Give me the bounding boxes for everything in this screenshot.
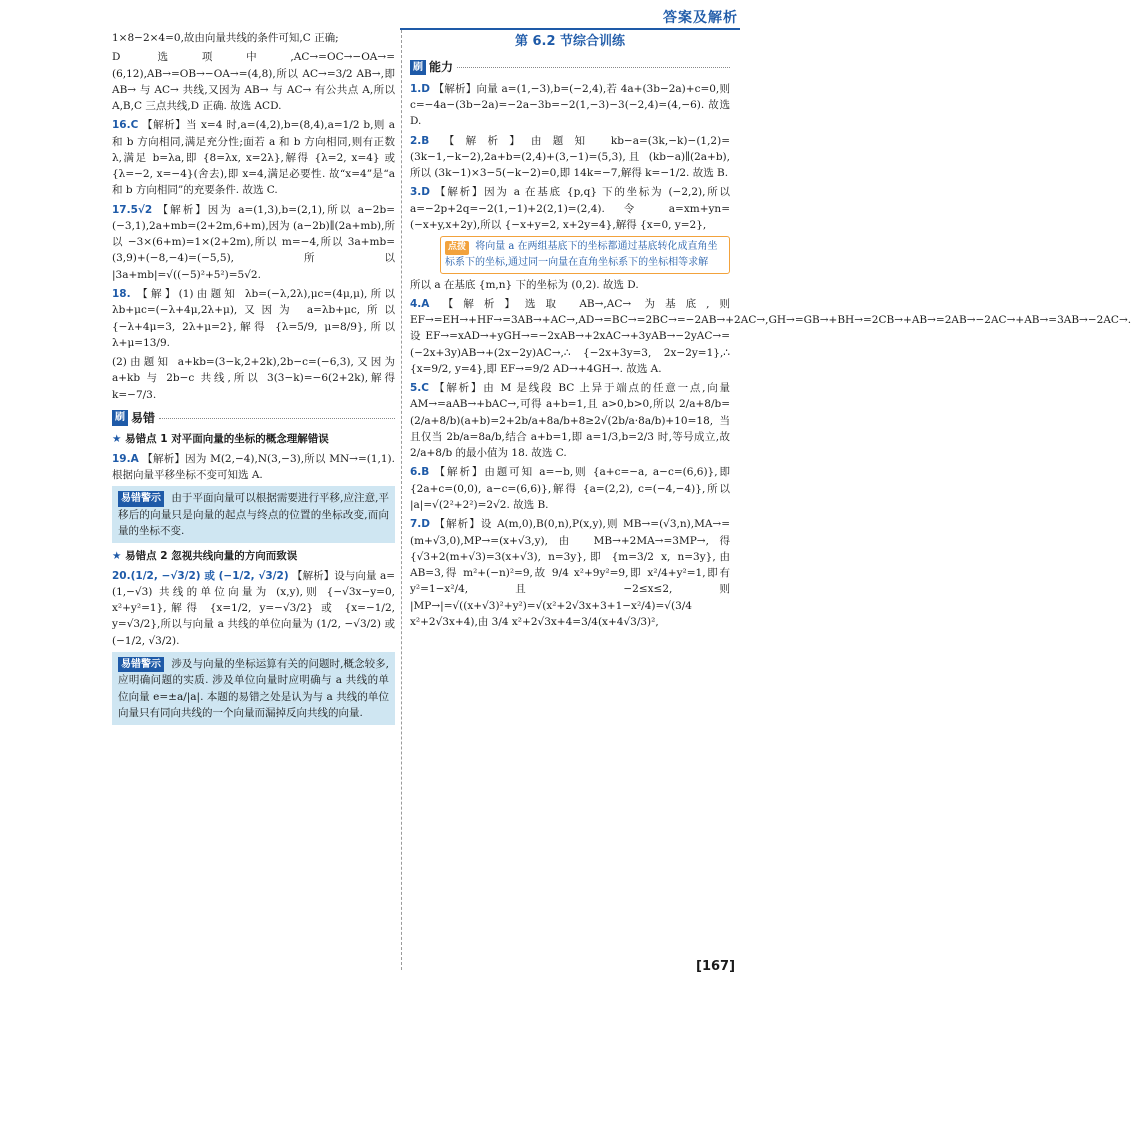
- column-divider: [401, 30, 402, 970]
- item-number: 3.: [410, 186, 422, 199]
- dotted-rule: [457, 67, 730, 68]
- item-text: 【解析】设与向量 a=(1,−√3) 共线的单位向量为 (x,y),则 {−√3x−y=0, x²+y²=1},解得 {x=1/2, y=−√3/2} 或 {x=−1/2, y=√3/2},所以与向量 a 共线的单位向量为 (1/2, −√3/2) 或 (−1/2, √3/2).: [112, 569, 395, 647]
- item-number: 6.: [410, 466, 422, 479]
- hint-note: [440, 236, 730, 273]
- item-answer: C: [130, 119, 139, 132]
- warning-text: 涉及与向量的坐标运算有关的问题时,概念较多,应明确问题的实质. 涉及单位向量时应明确与 a 共线的单位向量 e=±a/|a|. 本题的易错之处是认为与 a 共线的单位向量只有同向共线的一个向量而漏掉反向共线的向量.: [118, 657, 389, 719]
- item-answer: A: [421, 297, 430, 310]
- paragraph: 1×8−2×4=0,故由向量共线的条件可知,C 正确;: [112, 32, 339, 44]
- paragraph: D 选项中,AC→=OC→−OA→=(6,12),AB→=OB→−OA→=(4,8),所以 AC→=3/2 AB→,即 AB→ 与 AC→ 共线,又因为 AB→ 与 AC→ 有公共点 A,所以 A,B,C 三点共线,D 正确. 故选 ACD.: [112, 51, 395, 113]
- item-number: 20.: [112, 569, 131, 582]
- item-number: 7.: [410, 518, 422, 531]
- solution-18-part2: (2)由题知 a+kb=(3−k,2+2k),2b−c=(−6,3),又因为 a+kb 与 2b−c 共线,所以 3(3−k)=−6(2+2k),解得 k=−7/3.: [112, 356, 395, 401]
- solution-5: [410, 380, 730, 461]
- page-number-bracket: ]: [729, 959, 736, 974]
- item-text: 【解析】因为 a 在基底 {p,q} 下的坐标为 (−2,2),所以 a=−2p+2q=−2(1,−1)+2(2,1)=(2,4). 令 a=xm+yn=(−x+y,x+2y),所以 {−x+y=2, x+2y=4},解得 {x=0, y=2},: [410, 186, 730, 231]
- item-number: 2.: [410, 134, 422, 147]
- item-text: 【解析】由题知 kb−a=(3k,−k)−(1,2)=(3k−1,−k−2),2a+b=(2,4)+(3,−1)=(5,3),且 (kb−a)∥(2a+b),所以 (3k−1)×3−5(−k−2)=0,即 14k=−7,解得 k=−1/2. 故选 B.: [410, 134, 731, 180]
- solution-2: [410, 133, 730, 182]
- dotted-rule: [159, 418, 395, 419]
- item-answer: D: [421, 518, 431, 531]
- item-number: 1.: [410, 82, 422, 95]
- chapter-title: 第 6.2 节综合训练: [514, 34, 626, 49]
- item-answer: (1/2, −√3/2) 或 (−1/2, √3/2): [130, 569, 289, 582]
- solution-3: [410, 184, 730, 233]
- item-number: 16.: [112, 119, 131, 132]
- item-answer: B: [421, 134, 430, 147]
- item-number: 18.: [112, 287, 131, 300]
- solution-7: [410, 516, 730, 630]
- solution-17: [112, 202, 395, 283]
- hint-tag: 点拨: [445, 241, 469, 255]
- error-point-1-heading: [112, 431, 395, 447]
- error-point-title: 易错点 1 对平面向量的坐标的概念理解错误: [125, 433, 329, 446]
- item-answer: C: [421, 382, 430, 395]
- warning-box: [112, 652, 395, 725]
- item-number: 4.: [410, 297, 422, 310]
- solution-3-tail: 所以 a 在基底 {m,n} 下的坐标为 (0,2). 故选 D.: [410, 278, 639, 291]
- solution-19: [112, 451, 395, 484]
- page-number-value: 167: [701, 959, 730, 974]
- item-answer: A: [130, 452, 139, 465]
- item-number: 5.: [410, 382, 422, 395]
- item-text: 【解】(1)由题知 λb=(−λ,2λ),μc=(4μ,μ),所以 λb+μc=(−λ+4μ,2λ+μ),又因为 a=λb+μc,所以 {−λ+4μ=3, 2λ+μ=2},解得 {λ=5/9, μ=8/9},所以 λ+μ=13/9.: [112, 287, 395, 349]
- solution-6: [410, 464, 730, 513]
- item-number: 17.: [112, 203, 131, 216]
- item-answer: B: [421, 466, 430, 479]
- solution-16: [112, 117, 395, 198]
- left-column: [112, 30, 395, 1030]
- star-icon: ★: [112, 433, 122, 446]
- solution-4: [410, 296, 1131, 377]
- section-badge: 刷: [410, 60, 426, 76]
- item-answer: D: [421, 82, 431, 95]
- error-point-2-heading: [112, 548, 395, 564]
- item-text: 【解析】向量 a=(1,−3),b=(−2,4),若 4a+(3b−2a)+c=0,则 c=−4a−(3b−2a)=−2a−3b=−2(1,−3)−3(−2,4)=(4,−6). 故选 D.: [410, 82, 731, 128]
- error-point-title: 易错点 2 忽视共线向量的方向而致误: [125, 550, 298, 563]
- warning-tag: 易错警示: [118, 491, 164, 507]
- section-label: 易错: [131, 410, 156, 425]
- item-answer: 5√2: [130, 203, 153, 216]
- item-number: 19.: [112, 452, 131, 465]
- hint-text: 将向量 a 在两组基底下的坐标都通过基底转化成直角坐标系下的坐标,通过同一向量在直角坐标系下的坐标相等求解: [445, 241, 718, 269]
- section-label: 能力: [429, 60, 454, 75]
- item-text: 【解析】当 x=4 时,a=(4,2),b=(8,4),a=1/2 b,则 a 和 b 方向相同,满足充分性;面若 a 和 b 方向相同,则有正数 λ,满足 b=λa,即 {8=λx, x=2λ},解得 {λ=2, x=4} 或 {λ=−2, x=−4}(舍去),即 x=4,满足必要性. 故“x=4”是“a 和 b 方向相同”的充要条件. 故选 C.: [112, 119, 395, 197]
- warning-text: 由于平面向量可以根据需要进行平移,应注意,平移后的向量只是向量的起点与终点的位置的坐标改变,而向量的坐标不变.: [118, 492, 389, 537]
- section-easy-error: [112, 409, 395, 428]
- item-text: 【解析】因为 M(2,−4),N(3,−3),所以 MN→=(1,1). 根据向量平移坐标不变可知选 A.: [112, 452, 395, 481]
- solution-18: [112, 286, 395, 351]
- section-ability: [410, 58, 730, 77]
- right-column: [410, 30, 1131, 1030]
- item-text: 【解析】由题可知 a=−b,则 {a+c=−a, a−c=(6,6)},即 {2a+c=(0,0), a−c=(6,6)},解得 {a=(2,2), c=(−4,−4)},所以 |a|=√(2²+2²)=2√2. 故选 B.: [410, 466, 731, 512]
- item-text: 【解析】选取 AB→,AC→ 为基底,则 EF→=EH→+HF→=3AB→+AC→,AD→=BC→=2BC→=−2AB→+2AC→,GH→=GB→+BH→=2CB→+AB→=2AB→−2AC→+AB→=3AB→−2AC→. 设 EF→=xAD→+yGH→=−2xAB→+2xAC→+3yAB→−2yAC→=(−2x+3y)AB→+(2x−2y)AC→,∴ {−2x+3y=3, 2x−2y=1},∴ {x=9/2, y=4},即 EF→=9/2 AD→+4GH→. 故选 A.: [410, 297, 1131, 375]
- page-number: [696, 957, 735, 977]
- solution-20: [112, 568, 395, 649]
- solution-1: [410, 81, 730, 130]
- section-badge: 刷: [112, 410, 128, 426]
- item-text: 【解析】因为 a=(1,3),b=(2,1),所以 a−2b=(−3,1),2a+mb=(2+2m,6+m),因为 (a−2b)∥(2a+mb),所以 −3×(6+m)=1×(2+2m),所以 m=−4,所以 3a+mb=(3,9)+(−8,−4)=(−5,5),所以 |3a+mb|=√((−5)²+5²)=5√2.: [112, 203, 396, 281]
- item-text: 【解析】设 A(m,0),B(0,n),P(x,y),则 MB→=(√3,n),MA→=(m+√3,0),MP→=(x+√3,y),由 MB→+2MA→=3MP→,得 {√3+2(m+√3)=3(x+√3), n=3y},即 {m=3/2 x, n=3y},由 AB=3,得 m²+(−n)²=9,故 9/4 x²+9y²=9,即 x²/4+y²=1,即有 y²=1−x²/4,且 −2≤x≤2,则 |MP→|=√((x+√3)²+y²)=√(x²+2√3x+3+1−x²/4)=√(3/4 x²+2√3x+4),由 3/4 x²+2√3x+4=3/4(x+4√3/3)²,: [410, 518, 730, 628]
- warning-box: [112, 486, 395, 543]
- header-title: 答案及解析: [663, 10, 738, 26]
- page-number-bracket: [: [696, 959, 702, 974]
- warning-tag: 易错警示: [118, 657, 164, 673]
- item-answer: D: [421, 186, 431, 199]
- star-icon: ★: [112, 550, 122, 563]
- item-text: 【解析】由 M 是线段 BC 上异于端点的任意一点,向量 AM→=aAB→+bAC→,可得 a+b=1,且 a>0,b>0,所以 2/a+8/b=(2/a+8/b)(a+b)=2+2b/a+8a/b+8≥2√(2b/a·8a/b)+10=18,当且仅当 2b/a=8a/b,结合 a+b=1,即 a=1/3,b=2/3 时,等号成立,故 2/a+8/b 的最小值为 18. 故选 C.: [410, 382, 730, 460]
